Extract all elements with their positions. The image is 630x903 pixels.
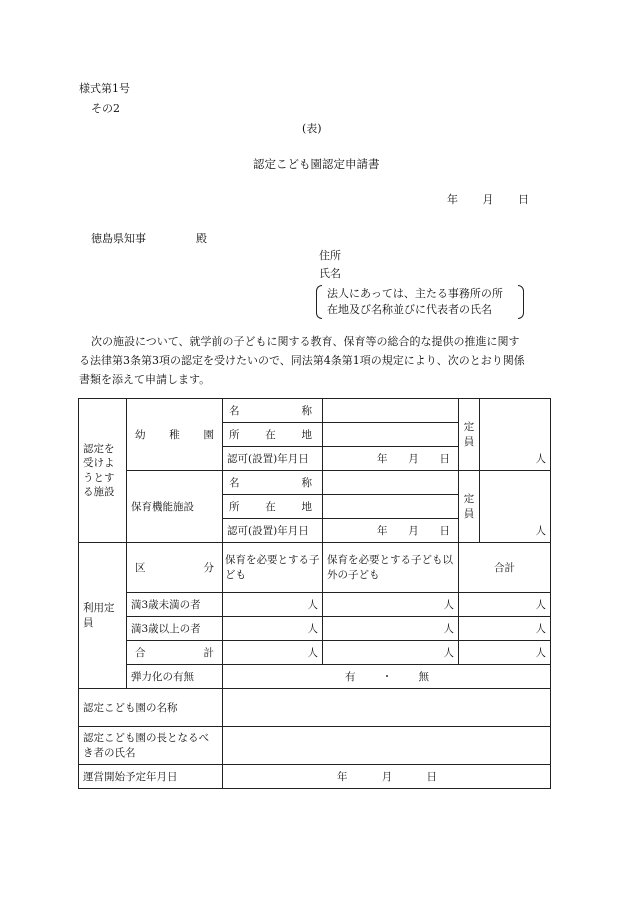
person-unit: 人 <box>307 599 318 611</box>
person-unit: 人 <box>443 647 454 659</box>
nursery-address-field[interactable] <box>323 495 459 519</box>
kindergarten-date-label: 認可(設置)年月日 <box>223 447 323 471</box>
nursery-name-label: 名 称 <box>229 477 312 489</box>
person-unit: 人 <box>443 599 454 611</box>
head-name-label: 認定こども園の長となるべき者の氏名 <box>79 727 223 765</box>
addressee: 徳島県知事 <box>91 232 146 245</box>
body-text-line1: 次の施設について、就学前の子どもに関する教育、保育等の総合的な提供の推進に関す <box>91 335 520 348</box>
flex-separator: ・ <box>381 671 393 683</box>
day-label: 日 <box>518 193 529 206</box>
nursery-date-field[interactable] <box>323 519 459 543</box>
kindergarten-capacity-field[interactable] <box>480 399 551 471</box>
category-header: 区 分 <box>135 562 214 574</box>
person-unit: 人 <box>307 623 318 635</box>
under3-total-field[interactable] <box>459 593 551 617</box>
day-label: 日 <box>439 453 450 465</box>
nursery-capacity-label: 定員 <box>459 471 480 543</box>
start-date-field[interactable] <box>223 765 551 789</box>
front-side-label: (表) <box>302 122 322 135</box>
body-text-line2: る法律第3条第3項の認定を受けたいので、同法第4条第1項の規定により、次のとおり関係 <box>79 354 525 367</box>
center-name-field[interactable] <box>223 689 551 727</box>
year-label: 年 <box>447 193 458 206</box>
nursery-address-label: 所 在 地 <box>229 501 312 513</box>
flex-no-option[interactable]: 無 <box>418 671 429 683</box>
facility-group-label: 認定を受けようとする施設 <box>79 399 127 543</box>
nursery-capacity-field[interactable] <box>480 471 551 543</box>
needs-care-header: 保育を必要とする子ども <box>223 543 323 593</box>
person-unit: 人 <box>535 599 546 611</box>
year-label: 年 <box>337 771 348 783</box>
kindergarten-capacity-label: 定員 <box>459 399 480 471</box>
total-needs-care-field[interactable] <box>223 641 323 665</box>
year-label: 年 <box>377 525 388 537</box>
flex-label: 弾力化の有無 <box>127 665 223 689</box>
month-label: 月 <box>482 193 494 206</box>
application-table <box>78 398 551 789</box>
flex-yes-option[interactable]: 有 <box>345 671 356 683</box>
other-children-header: 保育を必要とする子ども以外の子ども <box>323 543 459 593</box>
over3-total-field[interactable] <box>459 617 551 641</box>
applicant-note-line1: 法人にあっては、主たる事務所の所 <box>327 287 503 300</box>
kindergarten-text: 幼 稚 園 <box>135 429 214 441</box>
year-label: 年 <box>377 453 388 465</box>
addressee-honorific: 殿 <box>196 232 207 245</box>
applicant-note-line2: 在地及び名称並びに代表者の氏名 <box>327 303 492 316</box>
kindergarten-label <box>127 399 223 471</box>
name-label: 氏名 <box>319 267 341 280</box>
over3-label: 満3歳以上の者 <box>127 617 223 641</box>
kindergarten-address-field[interactable] <box>323 423 459 447</box>
total-row-label: 合 計 <box>135 647 214 659</box>
total-other-field[interactable] <box>323 641 459 665</box>
flex-field[interactable] <box>223 665 551 689</box>
document-title: 認定こども園認定申請書 <box>253 157 380 171</box>
capacity-group-label: 利用定員 <box>79 543 127 689</box>
kindergarten-name-field[interactable] <box>323 399 459 423</box>
month-label: 月 <box>408 525 419 537</box>
total-header: 合計 <box>459 543 551 593</box>
person-unit: 人 <box>535 647 546 659</box>
under3-other-field[interactable] <box>323 593 459 617</box>
form-number: 様式第1号 <box>79 82 130 95</box>
day-label: 日 <box>439 525 450 537</box>
total-total-field[interactable] <box>459 641 551 665</box>
body-text-line3: 書類を添えて申請します。 <box>79 373 211 386</box>
person-unit: 人 <box>535 525 546 537</box>
month-label: 月 <box>381 771 393 783</box>
person-unit: 人 <box>307 647 318 659</box>
address-label: 住所 <box>319 249 341 262</box>
person-unit: 人 <box>535 453 546 465</box>
month-label: 月 <box>408 453 419 465</box>
day-label: 日 <box>426 771 437 783</box>
over3-other-field[interactable] <box>323 617 459 641</box>
kindergarten-date-field[interactable] <box>323 447 459 471</box>
under3-label: 満3歳未満の者 <box>127 593 223 617</box>
kindergarten-name-label: 名 称 <box>229 405 312 417</box>
person-unit: 人 <box>443 623 454 635</box>
nursery-name-field[interactable] <box>323 471 459 495</box>
nursery-date-label: 認可(設置)年月日 <box>223 519 323 543</box>
over3-needs-care-field[interactable] <box>223 617 323 641</box>
head-name-field[interactable] <box>223 727 551 765</box>
person-unit: 人 <box>535 623 546 635</box>
start-date-label: 運営開始予定年月日 <box>79 765 223 789</box>
application-date <box>447 193 529 207</box>
applicant-note-bracket <box>316 285 524 319</box>
kindergarten-address-label: 所 在 地 <box>229 429 312 441</box>
nursery-label: 保育機能施設 <box>127 471 223 543</box>
under3-needs-care-field[interactable] <box>223 593 323 617</box>
center-name-label: 認定こども園の名称 <box>79 689 223 727</box>
form-sub-number: その2 <box>91 102 120 115</box>
